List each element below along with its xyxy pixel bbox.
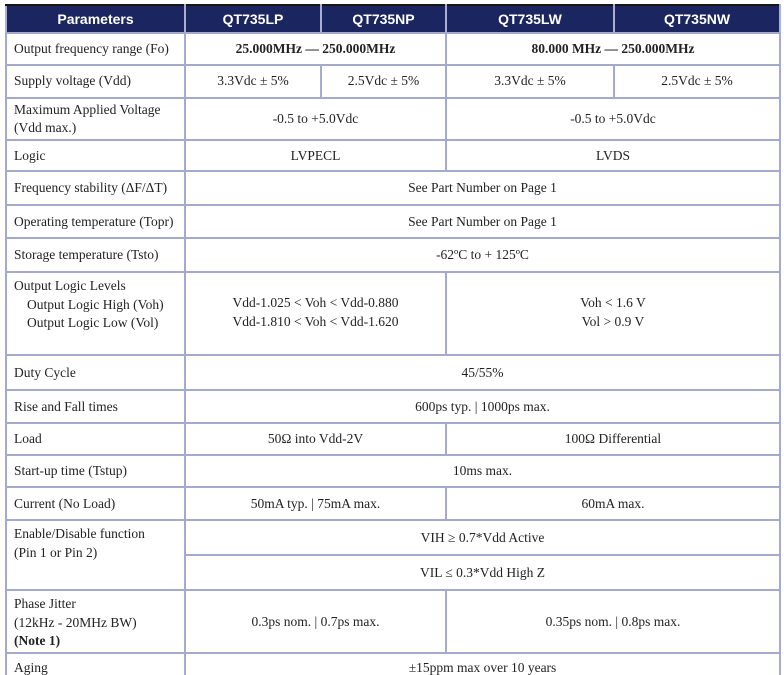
op-temp-value: See Part Number on Page 1	[185, 205, 780, 238]
supply-qt735lw-value: 3.3Vdc ± 5%	[446, 65, 614, 98]
current-lvds-value: 60mA max.	[446, 487, 780, 520]
row-phase-jitter	[6, 590, 780, 653]
max-voltage-label	[6, 98, 185, 140]
spec-table	[5, 4, 781, 675]
load-lvds-value: 100Ω Differential	[446, 423, 780, 455]
supply-qt735lp-value: 3.3Vdc ± 5%	[185, 65, 321, 98]
output-levels-label-line2: Output Logic High (Voh)	[27, 296, 164, 312]
output-levels-lvpecl-line2: Vdd-1.810 < Voh < Vdd-1.620	[232, 313, 399, 329]
supply-qt735np-value: 2.5Vdc ± 5%	[321, 65, 446, 98]
aging-label: Aging	[6, 653, 185, 675]
enable-low-value: VIL ≤ 0.3*Vdd High Z	[185, 555, 780, 590]
enable-high-value: VIH ≥ 0.7*Vdd Active	[185, 520, 780, 555]
row-output-levels	[6, 272, 780, 355]
row-rise-fall	[6, 390, 780, 423]
output-levels-label-line3: Output Logic Low (Vol)	[27, 314, 159, 330]
enable-label	[6, 520, 185, 590]
supply-voltage-label: Supply voltage (Vdd)	[6, 65, 185, 98]
header-qt735np: QT735NP	[321, 5, 446, 33]
header-qt735nw: QT735NW	[614, 5, 780, 33]
row-freq-range	[6, 33, 780, 65]
max-voltage-label-line1: Maximum Applied Voltage	[14, 102, 161, 117]
rise-fall-value: 600ps typ. | 1000ps max.	[185, 390, 780, 423]
max-voltage-label-line2: (Vdd max.)	[14, 120, 77, 136]
output-levels-label	[6, 272, 185, 355]
header-qt735lw: QT735LW	[446, 5, 614, 33]
output-levels-lvds-value	[446, 272, 780, 355]
phase-jitter-lvds-value: 0.35ps nom. | 0.8ps max.	[446, 590, 780, 653]
current-lvpecl-value: 50mA typ. | 75mA max.	[185, 487, 446, 520]
output-levels-label-line1: Output Logic Levels	[14, 278, 126, 294]
startup-label: Start-up time (Tstup)	[6, 455, 185, 487]
freq-range-lvpecl-value: 25.000MHz — 250.000MHz	[185, 33, 446, 65]
output-levels-lvds-line1: Voh < 1.6 V	[580, 295, 646, 311]
supply-qt735nw-value: 2.5Vdc ± 5%	[614, 65, 780, 98]
duty-cycle-value: 45/55%	[185, 355, 780, 390]
phase-jitter-label-line3: (Note 1)	[14, 632, 61, 648]
header-qt735lp: QT735LP	[185, 5, 321, 33]
row-enable-high	[6, 520, 780, 555]
load-label: Load	[6, 423, 185, 455]
freq-stability-label: Frequency stability (ΔF/ΔT)	[6, 171, 185, 205]
startup-value: 10ms max.	[185, 455, 780, 487]
row-freq-stability	[6, 171, 780, 205]
row-duty-cycle	[6, 355, 780, 390]
op-temp-label: Operating temperature (Topr)	[6, 205, 185, 238]
phase-jitter-label	[6, 590, 185, 653]
duty-cycle-label: Duty Cycle	[6, 355, 185, 390]
logic-lvpecl-value: LVPECL	[185, 140, 446, 171]
phase-jitter-label-line2: (12kHz - 20MHz BW)	[14, 614, 137, 630]
output-levels-lvds-line2: Vol > 0.9 V	[581, 313, 645, 329]
row-storage-temp	[6, 238, 780, 272]
output-levels-lvpecl-line1: Vdd-1.025 < Voh < Vdd-0.880	[232, 295, 399, 311]
table-header-row	[6, 5, 780, 33]
logic-label: Logic	[6, 140, 185, 171]
storage-temp-value: -62ºC to + 125ºC	[185, 238, 780, 272]
freq-stability-value: See Part Number on Page 1	[185, 171, 780, 205]
rise-fall-label: Rise and Fall times	[6, 390, 185, 423]
row-aging	[6, 653, 780, 675]
row-max-voltage	[6, 98, 780, 140]
freq-range-lvds-value: 80.000 MHz — 250.000MHz	[446, 33, 780, 65]
max-voltage-lvds-value: -0.5 to +5.0Vdc	[446, 98, 780, 140]
row-startup	[6, 455, 780, 487]
row-logic	[6, 140, 780, 171]
enable-label-line2: (Pin 1 or Pin 2)	[14, 544, 98, 560]
max-voltage-lvpecl-value: -0.5 to +5.0Vdc	[185, 98, 446, 140]
header-parameters: Parameters	[6, 5, 185, 33]
phase-jitter-label-line1: Phase Jitter	[14, 596, 76, 612]
phase-jitter-lvpecl-value: 0.3ps nom. | 0.7ps max.	[185, 590, 446, 653]
row-current	[6, 487, 780, 520]
storage-temp-label: Storage temperature (Tsto)	[6, 238, 185, 272]
freq-range-label: Output frequency range (Fo)	[6, 33, 185, 65]
row-supply-voltage	[6, 65, 780, 98]
output-levels-lvpecl-value	[185, 272, 446, 355]
row-load	[6, 423, 780, 455]
logic-lvds-value: LVDS	[446, 140, 780, 171]
current-label: Current (No Load)	[6, 487, 185, 520]
aging-value: ±15ppm max over 10 years	[185, 653, 780, 675]
enable-label-line1: Enable/Disable function	[14, 526, 145, 542]
row-op-temp	[6, 205, 780, 238]
load-lvpecl-value: 50Ω into Vdd-2V	[185, 423, 446, 455]
